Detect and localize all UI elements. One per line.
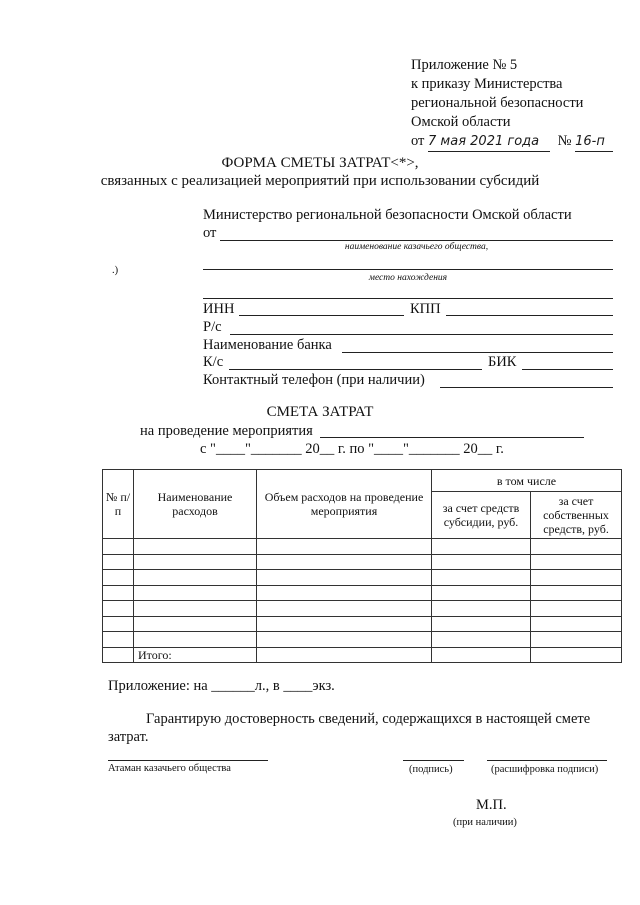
table-cell[interactable] — [103, 554, 134, 570]
table-cell[interactable] — [531, 632, 622, 648]
location-line[interactable] — [203, 298, 613, 299]
guarantee-line-1: Гарантирую достоверность сведений, содержащихся в настоящей смете — [146, 711, 591, 727]
org-name-line-2[interactable] — [203, 269, 613, 270]
table-cell[interactable] — [134, 616, 257, 632]
col-subsidy-header: за счет средств субсидии, руб. — [432, 492, 531, 539]
table-cell[interactable] — [531, 570, 622, 586]
table-cell[interactable] — [432, 554, 531, 570]
table-cell[interactable] — [257, 554, 432, 570]
table-row — [103, 570, 622, 586]
from-label: от — [203, 225, 217, 241]
margin-mark: .) — [112, 265, 119, 276]
annex-line-4: Омской области — [411, 114, 511, 130]
transcript-line[interactable] — [487, 760, 607, 761]
purpose-label: на проведение мероприятия — [140, 423, 313, 439]
table-cell[interactable] — [134, 570, 257, 586]
bank-label: Наименование банка — [203, 337, 332, 353]
kpp-field[interactable] — [446, 315, 613, 316]
total-own-cell[interactable] — [531, 647, 622, 663]
bik-field[interactable] — [522, 369, 613, 370]
annex-date-prefix: от — [411, 133, 425, 149]
annex-line-3: региональной безопасности — [411, 95, 584, 111]
table-cell[interactable] — [257, 539, 432, 555]
table-cell[interactable] — [531, 601, 622, 617]
table-row — [103, 554, 622, 570]
table-cell[interactable] — [257, 632, 432, 648]
table-cell[interactable] — [432, 570, 531, 586]
estimate-title: СМЕТА ЗАТРАТ — [266, 404, 374, 420]
table-cell[interactable] — [432, 632, 531, 648]
total-subsidy-cell[interactable] — [432, 647, 531, 663]
signature-line[interactable] — [403, 760, 464, 761]
annex-date-row — [411, 132, 613, 152]
form-title-line-2: связанных с реализацией мероприятий при использовании субсидий — [100, 173, 540, 189]
table-cell[interactable] — [257, 570, 432, 586]
total-row — [103, 647, 622, 663]
kpp-label: КПП — [410, 301, 441, 317]
phone-label: Контактный телефон (при наличии) — [203, 372, 425, 388]
table-row — [103, 539, 622, 555]
total-label: Итого: — [134, 647, 257, 663]
table-cell[interactable] — [134, 632, 257, 648]
col-volume-header: Объем расходов на проведение мероприятия — [257, 470, 432, 539]
table-cell[interactable] — [103, 632, 134, 648]
corr-account-field[interactable] — [229, 369, 482, 370]
table-cell[interactable] — [432, 601, 531, 617]
guarantee-line-2: затрат. — [108, 729, 149, 745]
transcript-caption: (расшифровка подписи) — [491, 764, 599, 775]
table-cell[interactable] — [257, 616, 432, 632]
table-cell — [103, 647, 134, 663]
table-cell[interactable] — [134, 539, 257, 555]
inn-field[interactable] — [239, 315, 404, 316]
table-cell[interactable] — [103, 539, 134, 555]
ataman-caption: Атаман казачьего общества — [108, 763, 231, 774]
col-including-header: в том числе — [432, 470, 622, 492]
bank-field[interactable] — [342, 352, 613, 353]
annex-date-handwritten: 7 мая 2021 года — [428, 132, 550, 152]
account-field[interactable] — [230, 334, 613, 335]
table-cell[interactable] — [103, 616, 134, 632]
table-cell[interactable] — [103, 601, 134, 617]
table-cell[interactable] — [432, 585, 531, 601]
bik-label: БИК — [488, 354, 517, 370]
col-name-header: Наименование расходов — [134, 470, 257, 539]
ataman-signature-line[interactable] — [108, 760, 268, 761]
table-cell[interactable] — [257, 601, 432, 617]
period-line: с "____"_______ 20__ г. по "____"_______ 20__ г. — [200, 441, 504, 457]
org-name-caption: наименование казачьего общества, — [344, 242, 489, 252]
estimate-table — [102, 469, 622, 663]
table-cell[interactable] — [432, 539, 531, 555]
annex-line-1: Приложение № 5 — [411, 57, 518, 73]
table-cell[interactable] — [531, 554, 622, 570]
table-row — [103, 616, 622, 632]
table-cell[interactable] — [257, 585, 432, 601]
org-name-line[interactable] — [220, 240, 613, 241]
table-cell[interactable] — [531, 539, 622, 555]
total-volume-cell[interactable] — [257, 647, 432, 663]
table-row — [103, 601, 622, 617]
corr-account-label: К/с — [203, 354, 224, 370]
table-cell[interactable] — [103, 570, 134, 586]
account-label: Р/с — [203, 319, 222, 335]
col-num-header: № п/п — [103, 470, 134, 539]
col-own-header: за счет собственных средств, руб. — [531, 492, 622, 539]
location-caption: место нахождения — [368, 273, 448, 283]
annex-line-2: к приказу Министерства — [411, 76, 563, 92]
annex-number-handwritten: 16-п — [575, 132, 613, 152]
table-row — [103, 585, 622, 601]
purpose-field[interactable] — [320, 437, 584, 438]
table-cell[interactable] — [134, 585, 257, 601]
table-cell[interactable] — [432, 616, 531, 632]
form-title-line-1: ФОРМА СМЕТЫ ЗАТРАТ<*>, — [221, 155, 419, 171]
table-row — [103, 632, 622, 648]
attachment-line: Приложение: на ______л., в ____экз. — [108, 678, 335, 694]
table-cell[interactable] — [134, 601, 257, 617]
phone-field[interactable] — [440, 387, 613, 388]
stamp-note: (при наличии) — [453, 817, 517, 828]
table-cell[interactable] — [103, 585, 134, 601]
table-cell[interactable] — [531, 585, 622, 601]
ministry-name: Министерство региональной безопасности Омской области — [203, 207, 572, 223]
annex-number-prefix: № — [557, 133, 572, 149]
stamp-label: М.П. — [476, 797, 507, 813]
signature-caption: (подпись) — [409, 764, 453, 775]
table-cell[interactable] — [134, 554, 257, 570]
annex-block — [411, 56, 613, 152]
table-cell[interactable] — [531, 616, 622, 632]
inn-label: ИНН — [203, 301, 235, 317]
